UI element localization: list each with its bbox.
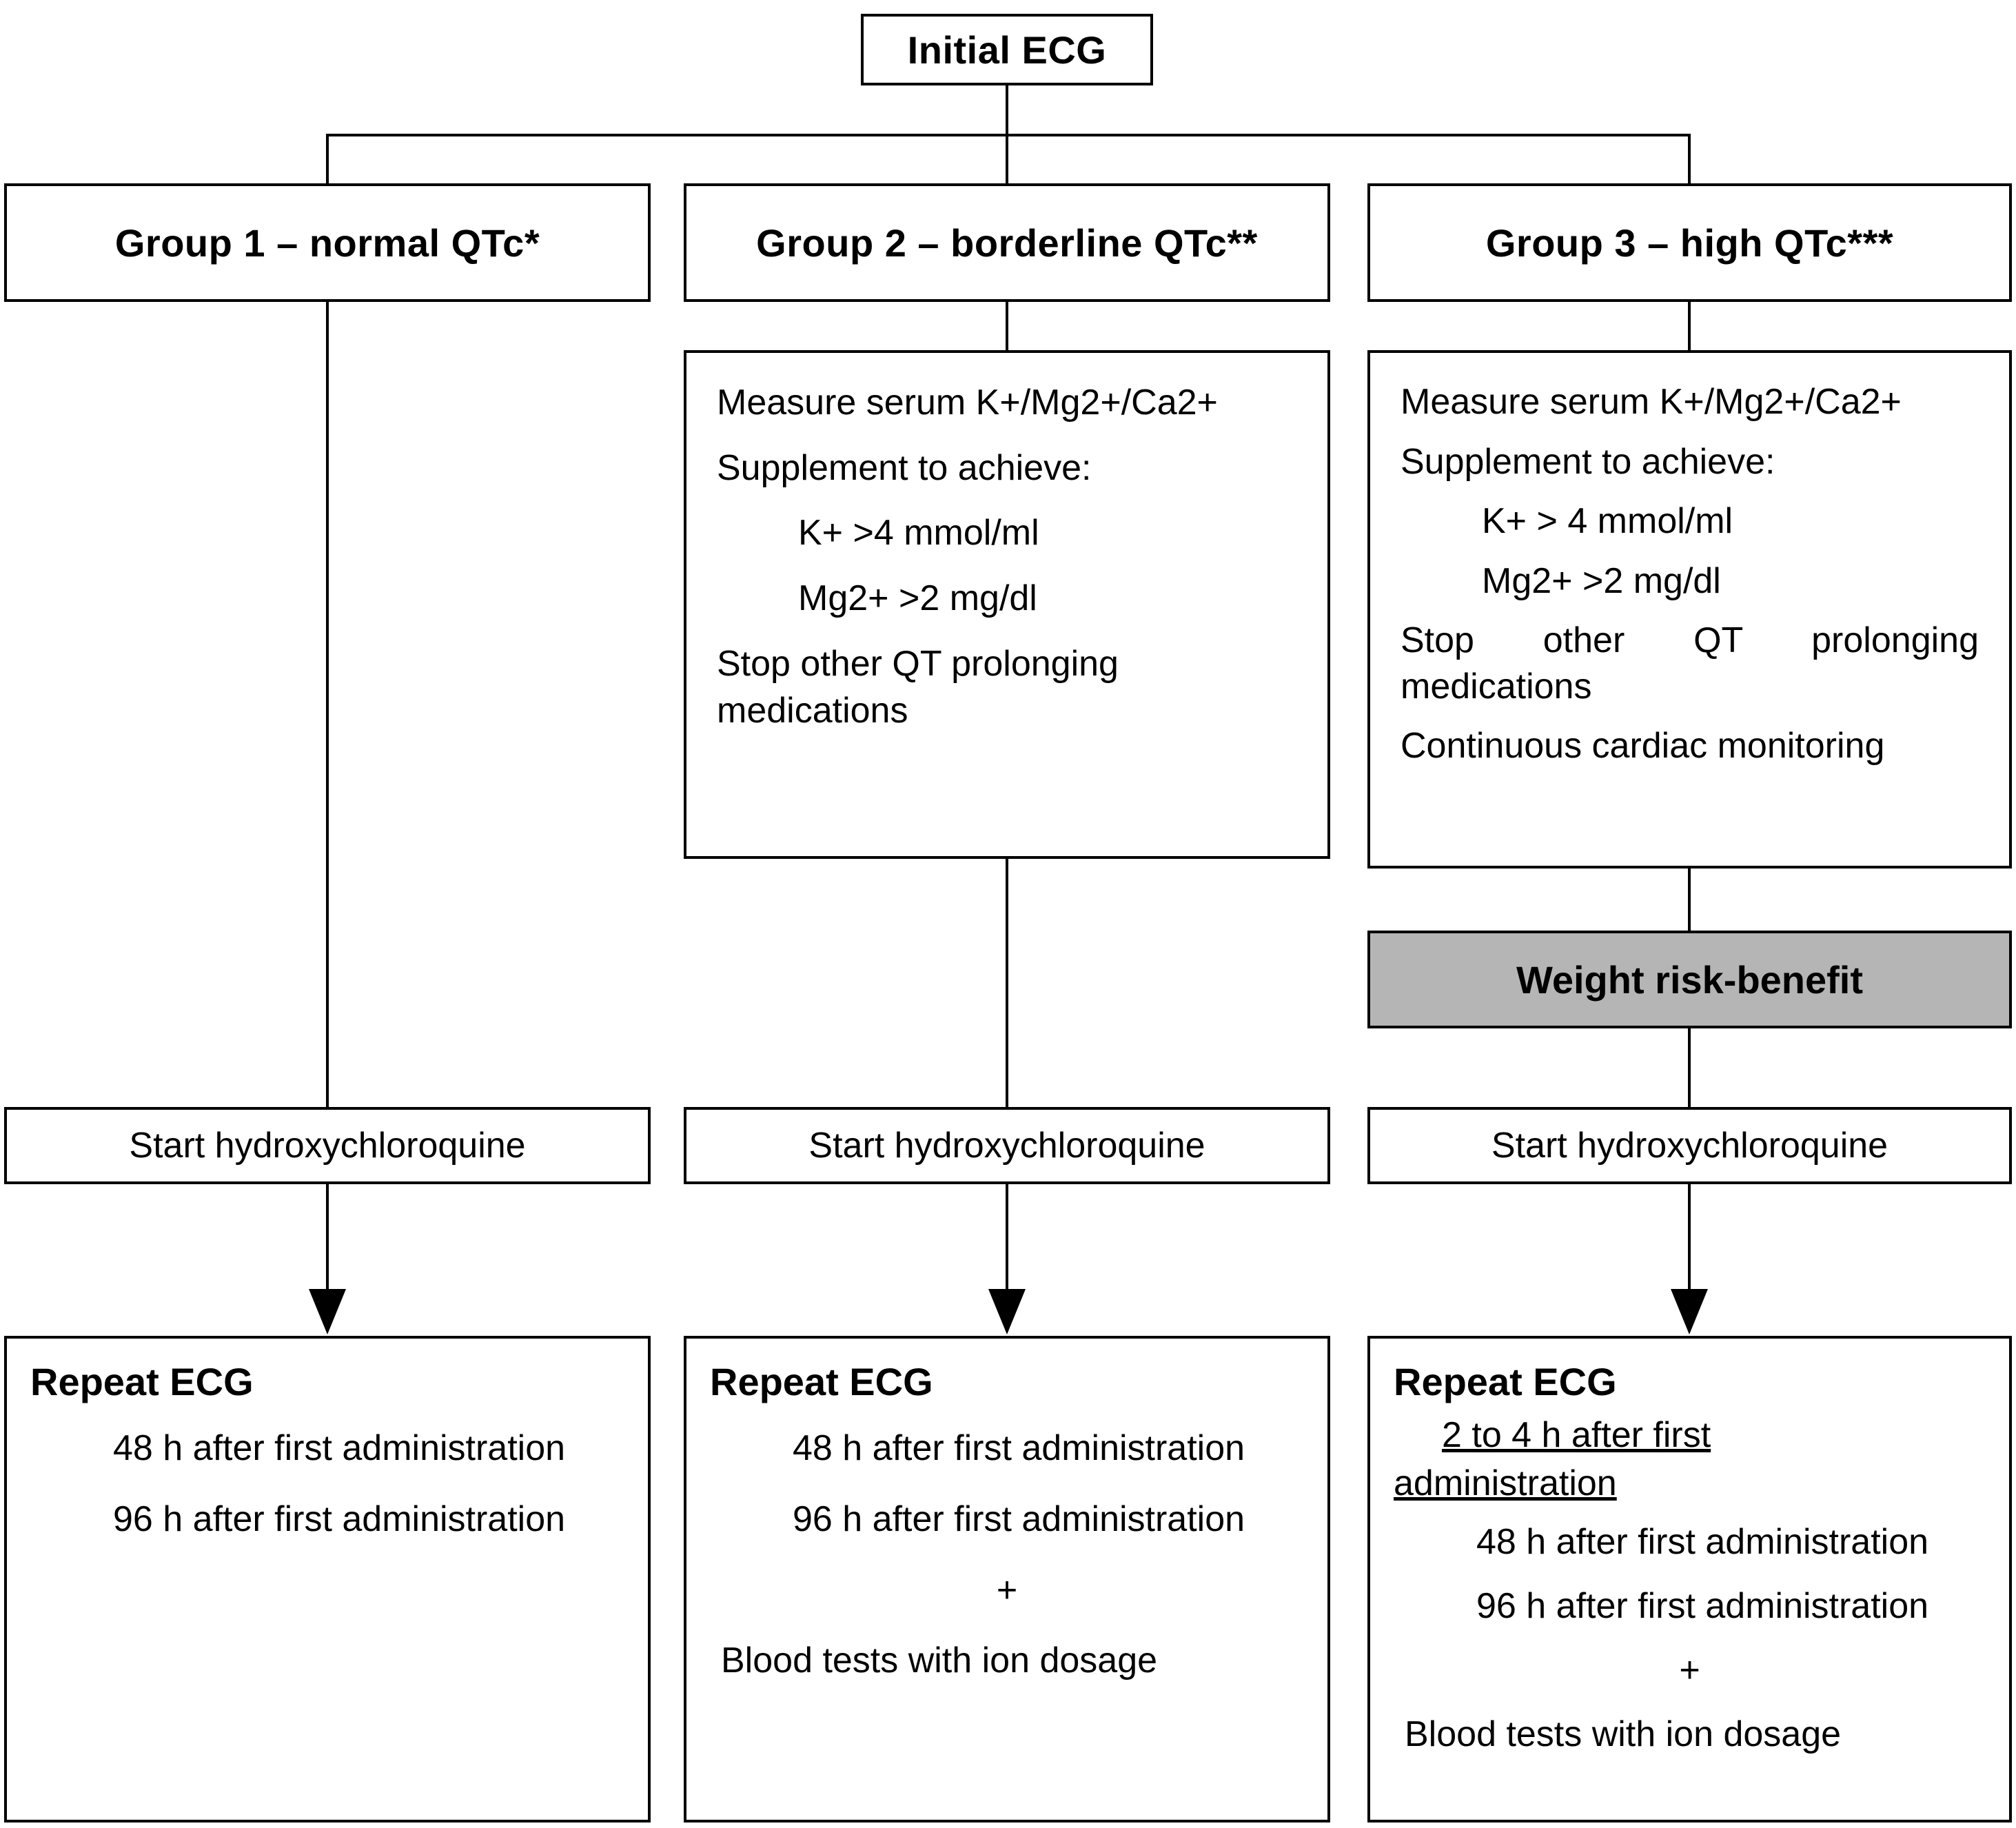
connector-initial-down	[1006, 85, 1008, 135]
connector-stub-group2	[1006, 134, 1008, 185]
initial-ecg-label: Initial ECG	[907, 28, 1107, 72]
group2-repeat-plus: +	[996, 1570, 1018, 1610]
group3-repeat-plus: +	[1679, 1649, 1700, 1690]
group2-repeat-blood: Blood tests with ion dosage	[721, 1641, 1158, 1681]
group3-repeat-line2: 96 h after first administration	[1476, 1586, 1929, 1627]
group3-repeat-blood: Blood tests with ion dosage	[1405, 1714, 1842, 1754]
group1-header-box	[4, 183, 651, 302]
group1-start-box	[4, 1107, 651, 1184]
group2-start-box	[684, 1107, 1330, 1184]
connector-group3-b	[1688, 869, 1691, 931]
connector-branch-horizontal	[326, 134, 1691, 136]
connector-group1-long	[326, 302, 329, 1107]
group3-repeat-underline-line2: administration	[1394, 1463, 1617, 1504]
connector-stub-group1	[326, 134, 329, 185]
connector-group2-b	[1006, 859, 1008, 1107]
group2-repeat-line1: 48 h after first administration	[793, 1428, 1245, 1468]
group3-start-box	[1367, 1107, 2012, 1184]
group2-start-label: Start hydroxychloroquine	[808, 1126, 1205, 1166]
group2-measures-box	[684, 350, 1330, 859]
group2-repeat-title: Repeat ECG	[710, 1360, 933, 1403]
group1-repeat-line1: 48 h after first administration	[113, 1428, 566, 1468]
group1-repeat-line2: 96 h after first administration	[113, 1499, 566, 1539]
group2-repeat-line2: 96 h after first administration	[793, 1499, 1245, 1539]
group2-measure-k: K+ >4 mmol/ml	[798, 513, 1039, 554]
connector-group3-c	[1688, 1028, 1691, 1107]
group3-measure-stop: Stop other QT prolonging medications	[1401, 620, 1979, 707]
group1-header-label: Group 1 – normal QTc*	[114, 221, 540, 265]
arrow-head-group2	[988, 1289, 1026, 1334]
group2-header-label: Group 2 – borderline QTc**	[756, 221, 1258, 265]
connector-group3-a	[1688, 302, 1691, 350]
group3-repeat-underline-line1: 2 to 4 h after first	[1442, 1415, 1711, 1455]
group3-measure-k: K+ > 4 mmol/ml	[1482, 501, 1733, 542]
group3-header-box	[1367, 183, 2012, 302]
group3-repeat-line1: 48 h after first administration	[1476, 1522, 1929, 1563]
group2-repeat-box	[684, 1336, 1330, 1822]
group3-measure-line2: Supplement to achieve:	[1401, 441, 1775, 482]
initial-ecg-box	[861, 14, 1153, 85]
group3-repeat-title: Repeat ECG	[1394, 1360, 1617, 1403]
group1-repeat-box	[4, 1336, 651, 1822]
group3-measure-monitor: Continuous cardiac monitoring	[1401, 726, 1885, 766]
group3-measure-line1: Measure serum K+/Mg2+/Ca2+	[1401, 382, 1902, 422]
group1-start-label: Start hydroxychloroquine	[129, 1126, 526, 1166]
group3-start-label: Start hydroxychloroquine	[1491, 1126, 1888, 1166]
arrow-head-group3	[1671, 1289, 1708, 1334]
connector-stub-group3	[1688, 134, 1691, 185]
connector-group2-a	[1006, 302, 1008, 350]
weight-risk-benefit-box	[1367, 931, 2012, 1028]
arrow-shaft-group3	[1688, 1184, 1691, 1293]
group2-measure-line2: Supplement to achieve:	[717, 447, 1092, 488]
group2-measure-mg: Mg2+ >2 mg/dl	[798, 578, 1037, 618]
arrow-shaft-group2	[1006, 1184, 1008, 1293]
group3-measures-box	[1367, 350, 2012, 869]
group3-repeat-box	[1367, 1336, 2012, 1822]
group2-measure-stop: Stop other QT prolonging medications	[717, 643, 1119, 731]
arrow-shaft-group1	[326, 1184, 329, 1293]
group2-measure-line1: Measure serum K+/Mg2+/Ca2+	[717, 383, 1218, 423]
group3-header-label: Group 3 – high QTc***	[1485, 221, 1894, 265]
group3-measure-mg: Mg2+ >2 mg/dl	[1482, 560, 1721, 601]
arrow-head-group1	[309, 1289, 346, 1334]
group2-header-box	[684, 183, 1330, 302]
group1-repeat-title: Repeat ECG	[30, 1360, 254, 1403]
weight-risk-benefit-label: Weight risk-benefit	[1516, 957, 1863, 1002]
